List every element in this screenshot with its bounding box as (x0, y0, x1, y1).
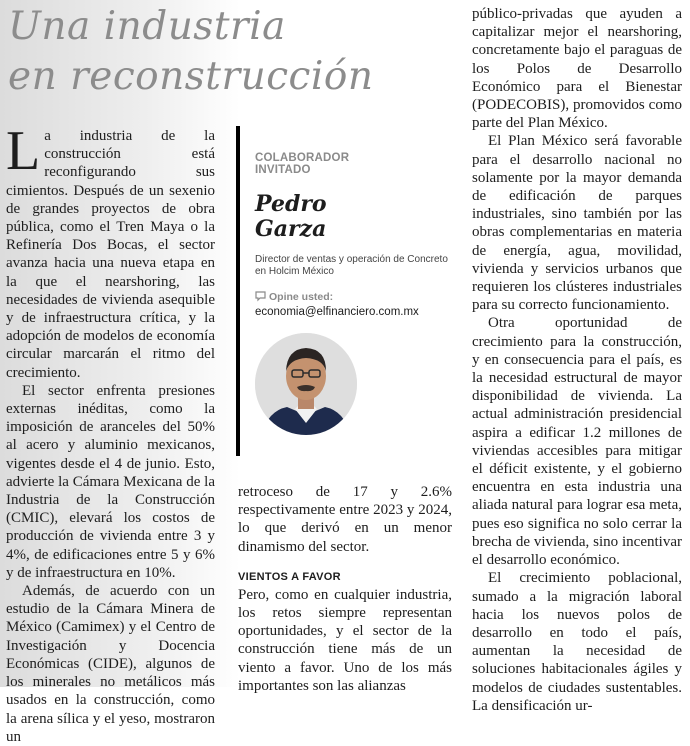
avatar (253, 331, 359, 437)
section-subhead: VIENTOS A FAVOR (238, 570, 341, 583)
paragraph: público-privadas que ayuden a capitalizar mejor el nearshoring, concretamente bajo el paraguas de los Polos de Desarrollo Económico para el Bienestar (PODECOBIS), promovidos como parte del Plan México. (472, 6, 682, 132)
paragraph: El crecimiento poblacional, sumado a la migración laboral hacia los nuevos polos de desarrollo en todo el país, aumentan la necesidad de soluciones habitacionales ágiles y modelos de ciudades sustentables. La densificación ur- (472, 570, 682, 714)
headline (8, 2, 468, 102)
article-column-2 (238, 483, 452, 695)
paragraph: retroceso de 17 y 2.6% respectivamente entre 2023 y 2024, lo que derivó en un menor dinamismo del sector. (238, 484, 452, 555)
contact-email[interactable]: economia@elfinanciero.com.mx (255, 306, 419, 318)
paragraph: El sector enfrenta presiones externas inéditas, como la imposición de aranceles del 50% al acero y aluminio mexicanos, vigentes desde el 4 de junio. Esto, advierte la Cámara Mexicana de la Industria de la Construcción (CMIC), elevará los costos de producción de vivienda entre 3 y 4%, de edificaciones entre 5 y 6% y de infraestructura en 10%. (6, 382, 215, 581)
contributor-label (255, 152, 455, 176)
contributor-name (255, 192, 455, 242)
drop-cap: L (6, 120, 41, 182)
contributor-label-line-2: INVITADO (255, 164, 311, 176)
contributor-role: Director de ventas y operación de Concreto en Holcim México (255, 254, 448, 277)
article-column-1 (6, 120, 215, 746)
contributor-last-name: Garza (255, 216, 327, 242)
paragraph: Pero, como en cualquier industria, los retos siempre representan oportunidades, y el sector de la construcción tiene más de un viento a favor. Uno de los más importantes son las alianzas (238, 586, 452, 694)
paragraph: Además, de acuerdo con un estudio de la Cámara Minera de México (Camimex) y el Centro de Investigación y Docencia Económicas (CIDE), algunos de los minerales no metálicos más usados en la construcción, como la arena sílica y el yeso, mostraron un (6, 583, 215, 745)
speech-bubble-icon (255, 291, 266, 301)
paragraph: El Plan México será favorable para el desarrollo nacional no solamente por la mayor demanda de edificación de parques industriales, sino también por las obras complementarias en materia de energía, agua, movilidad, vivienda y servicios urbanos que requieren los clústeres industriales para su correcto funcionamiento. (472, 133, 682, 314)
paragraph: Otra oportunidad de crecimiento para la construcción, y en consecuencia para el país, es la necesidad estructural de mayor disponibilidad de vivienda. La actual administración presidencial aspira a edificar 1.2 millones de viviendas accesibles para mitigar el déficit existente, y el gobierno encuentra en esta industria una aliada natural para lograr esa meta, pues eso significa no solo cerrar la brecha de vivienda, sino incentivar el desarrollo económico. (472, 315, 682, 569)
opine-label (255, 291, 455, 303)
article-column-3 (472, 5, 682, 715)
headline-line-1: Una industria (8, 4, 286, 49)
opine-text: Opine usted: (269, 291, 334, 303)
headline-line-2: en reconstrucción (8, 54, 374, 99)
contributor-first-name: Pedro (255, 191, 327, 217)
paragraph-text: a industria de la construcción está reconfigurando sus cimientos. Después de un sexenio de grandes proyectos de obra pública, como el Tren Maya o la Refinería Dos Bocas, el sector avanza hacia una nueva etapa en la que el nearshoring, las necesidades de vivienda asequible y de infraestructura crítica, y la adopción de modelos de economía circular marcarán el ritmo del crecimiento. (6, 128, 215, 381)
paragraph (6, 120, 215, 382)
contributor-card (236, 126, 460, 456)
contributor-label-line-1: COLABORADOR (255, 152, 350, 164)
